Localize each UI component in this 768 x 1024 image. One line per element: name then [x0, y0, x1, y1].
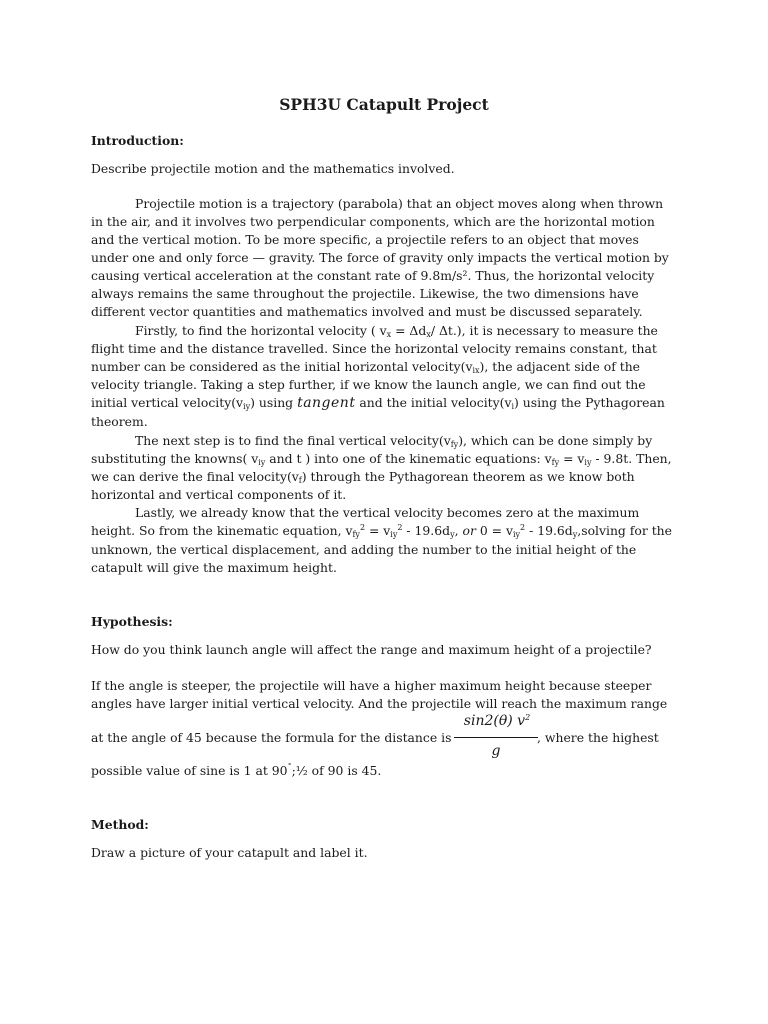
formula-denominator: g [491, 743, 501, 759]
text-line: height. So from the kinematic equation, $v_{fy}^2 = v_{iy}^2 - 19.6d_y$, or $0 = v_{iy}^2$ - $19.6d_y,solving$ for the [91, 523, 672, 539]
text-line: and the vertical motion. To be more specific, a projectile refers to an object that moves [91, 232, 639, 247]
text-line: Firstly, to find the horizontal velocity ( $v_x = \Delta d_x/$ Δt.), it is necessary to measure the [135, 323, 658, 339]
text-line: , where the highest [537, 730, 659, 745]
hypothesis-question: How do you think launch angle will affect the range and maximum height of a projectile? [91, 642, 652, 657]
text-line: possible value of sine is 1 at 90˚;½ of 90 is 45. [91, 763, 382, 778]
tangent-term: tangent [297, 395, 356, 411]
text-line: Lastly, we already know that the vertical velocity becomes zero at the maximum [135, 505, 640, 520]
text-line: different vector quantities and mathematics involved and must be discussed separately. [91, 304, 643, 319]
text-line: theorem. [91, 414, 148, 429]
text-line: Projectile motion is a trajectory (parabola) that an object moves along when thrown [135, 196, 664, 211]
text-line: at the angle of 45 because the formula for the distance is [91, 730, 452, 745]
text-line: number can be considered as the initial horizontal $velocity(v_{ix})$, the adjacent side of the [91, 359, 641, 375]
text-line: If the angle is steeper, the projectile will have a higher maximum height because steeper [91, 678, 652, 693]
text-line: under one and only force — gravity. The force of gravity only impacts the vertical motion by [91, 250, 669, 265]
text-line: causing vertical acceleration at the constant rate of 9.8m/s². Thus, the horizontal velocity [91, 268, 655, 283]
method-heading: Method: [91, 817, 149, 832]
fraction-bar [454, 737, 538, 738]
text-line: horizontal and vertical components of it. [91, 487, 347, 502]
text-line: velocity triangle. Taking a step further, if we know the launch angle, we can find out the [91, 377, 646, 392]
text-line: catapult will give the maximum height. [91, 560, 337, 575]
text-line: The next step is to find the final vertical $velocity(v_{fy})$, which can be done simply by [135, 433, 653, 449]
formula-numerator: sin2(θ) $v^2$ [463, 713, 531, 729]
text-line: angles have larger initial vertical velocity. And the projectile will reach the maximum range [91, 696, 668, 711]
page-title: SPH3U Catapult Project [279, 95, 489, 114]
range-formula [454, 712, 538, 762]
text-line: always remains the same throughout the projectile. Likewise, the two dimensions have [91, 286, 639, 301]
method-prompt: Draw a picture of your catapult and label it. [91, 845, 368, 860]
introduction-heading: Introduction: [91, 133, 184, 148]
text-line: unknown, the vertical displacement, and adding the number to the initial height of the [91, 542, 637, 557]
text-line: initial vertical $velocity(v_{iy})$ using tangent and the initial $velocity(v_i)$ using the Pythagorean [91, 395, 665, 411]
text-line: flight time and the distance travelled. Since the horizontal velocity remains constant, that [91, 341, 657, 356]
text-line: in the air, and it involves two perpendicular components, which are the horizontal motion [91, 214, 655, 229]
text-line: we can derive the final $velocity(v_f)$ through the Pythagorean theorem as we know both [91, 469, 635, 485]
text-line: substituting the knowns( $v_{iy}$ and t ) into one of the kinematic equations: $v_{fy} = v_{iy} - 9.8t$. Then, [91, 451, 672, 467]
introduction-prompt: Describe projectile motion and the mathematics involved. [91, 161, 455, 176]
hypothesis-heading: Hypothesis: [91, 614, 173, 629]
